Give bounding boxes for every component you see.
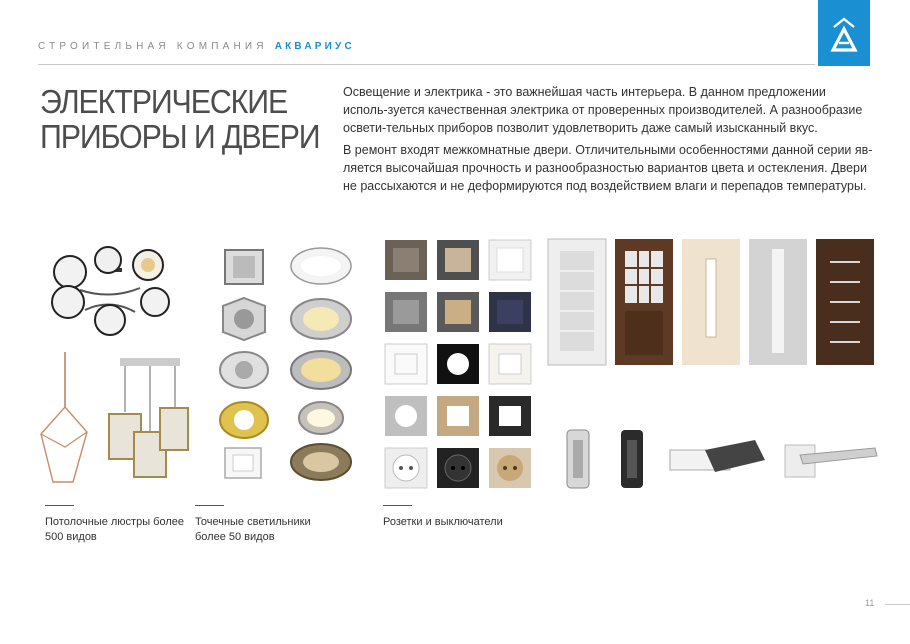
aquarius-a-logo-icon [818,0,870,66]
caption-rule-sockets [383,505,412,506]
company-name: АКВАРИУС [274,41,355,52]
door-hardware-photo [555,420,885,500]
page-number-rule [885,604,910,605]
company-header [38,41,355,52]
title-line-1: ЭЛЕКТРИЧЕСКИЕ [40,83,288,120]
doors-paragraph: В ремонт входят межкомнатные двери. Отличительными особенностями данной серии яв-ляется высочайшая прочность и разнообразностью вариантов цвета и остекления. Двери не рассыхаются и не деформируются под воздействием влаги и перепадов температуры. [343,143,873,193]
chandelier-photo-1 [40,240,180,345]
lighting-paragraph: Освещение и электрика - это важнейшая часть интерьера. В данном предложении исполь-зуется качественная электрика от проверенных производителей. А разнообразие освети-тельных приборов позволит удовлетворить даже самый изысканный вкус. [343,85,863,135]
page-number: 11 [865,598,875,608]
caption-sockets: Розетки и выключатели [383,516,503,528]
chandelier-photo-2 [25,352,190,490]
header-divider [38,64,815,65]
company-prefix: СТРОИТЕЛЬНАЯ КОМПАНИЯ [38,41,268,52]
caption-spotlights: Точечные светильники более 50 видов [195,516,311,543]
page-title [40,84,319,154]
caption-rule-chandeliers [45,505,74,506]
caption-rule-spotlights [195,505,224,506]
sockets-switches-photo [383,238,533,493]
spotlights-photo [215,240,355,485]
caption-chandeliers: Потолочные люстры более 500 видов [45,516,184,543]
title-line-2: ПРИБОРЫ И ДВЕРИ [40,118,320,155]
doors-photo [546,237,876,367]
